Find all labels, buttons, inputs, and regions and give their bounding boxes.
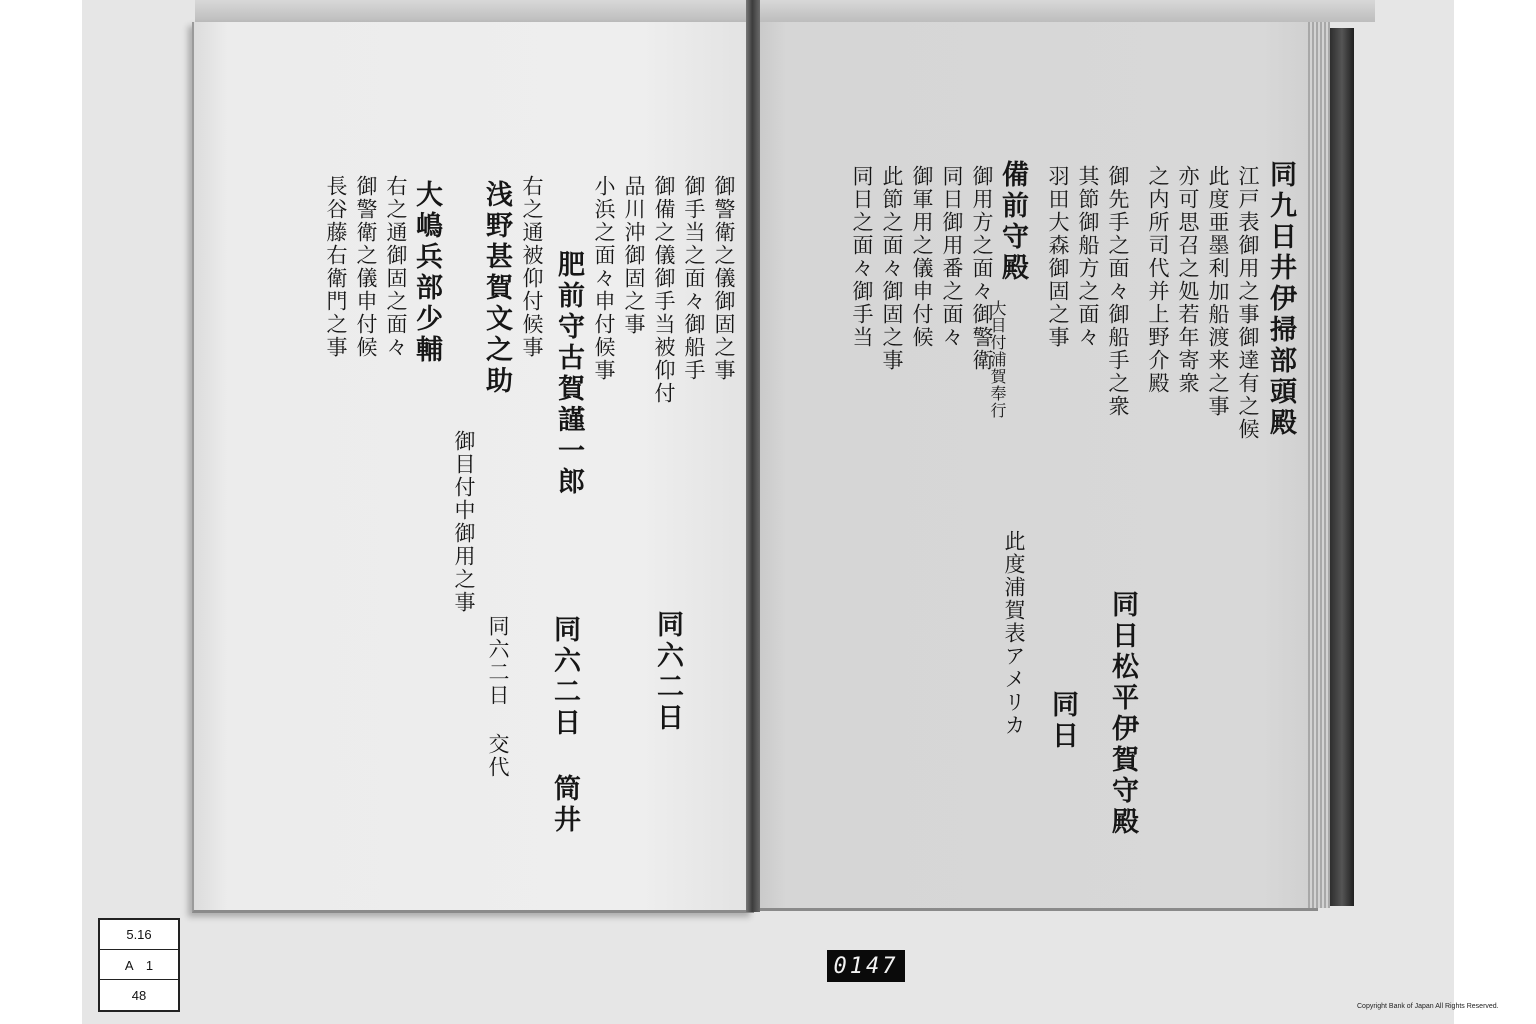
right-page-column: 亦可思召之処若年寄衆 (1176, 165, 1200, 395)
right-page-column: 同九日井伊掃部頭殿 (1265, 160, 1296, 439)
archive-label (98, 918, 180, 1012)
left-page-column: 右之通御固之面々 (384, 175, 408, 359)
right-page-column: 御軍用之儀申付候 (910, 165, 934, 349)
left-page-column: 肥前守古賀謹一郎 (553, 250, 584, 498)
right-page-column: 此度亜墨利加船渡来之事 (1206, 165, 1230, 418)
archive-label-row: 48 (131, 987, 147, 1003)
right-page-column: 同日之面々御手当 (850, 165, 874, 349)
left-page-column: 同六二日 交代 (486, 615, 510, 779)
frame-number: 0147 (827, 950, 905, 982)
left-page-column: 御備之儀御手当被仰付 (652, 175, 676, 405)
left-page-column: 同六二日 筒井 (549, 615, 580, 836)
book-gutter (746, 0, 760, 912)
right-page-column: 大目付浦賀奉行 (988, 300, 1007, 419)
right-page-column: 其節御船方之面々 (1076, 165, 1100, 349)
left-page-column: 御手当之面々御船手 (682, 175, 706, 382)
right-page-column: 同日 (1047, 690, 1078, 752)
left-page-column: 大嶋兵部少輔 (411, 180, 442, 366)
left-page-column: 小浜之面々申付候事 (592, 175, 616, 382)
book-cover-edge (1330, 28, 1354, 906)
left-page-column: 同六二日 (652, 610, 683, 734)
left-page-column: 浅野甚賀文之助 (481, 180, 512, 397)
copyright-notice: Copyright Bank of Japan All Rights Reserved. (1357, 1003, 1499, 1010)
archive-label-row: 5.16 (100, 920, 178, 950)
right-page (758, 22, 1318, 911)
right-page-column: 此節之面々御固之事 (880, 165, 904, 372)
page-stack-edge (1308, 22, 1330, 908)
right-page-column: 御先手之面々御船手之衆 (1106, 165, 1130, 418)
left-page-column: 御目付中御用之事 (452, 430, 476, 614)
right-page-column: 羽田大森御固之事 (1046, 165, 1070, 349)
left-page-column: 品川沖御固之事 (622, 175, 646, 336)
right-page-column: 同日松平伊賀守殿 (1107, 590, 1138, 838)
left-page-column: 右之通被仰付候事 (520, 175, 544, 359)
archive-label-row: A 1 (100, 950, 178, 980)
left-page-column: 御警衛之儀申付候 (354, 175, 378, 359)
left-page-column: 長谷藤右衛門之事 (324, 175, 348, 359)
left-page-column: 御警衛之儀御固之事 (712, 175, 736, 382)
right-page-column: 此度浦賀表アメリカ (1002, 530, 1026, 737)
right-page-column: 之内所司代并上野介殿 (1146, 165, 1170, 395)
right-page-column: 御用方之面々御警衛 (970, 165, 994, 372)
right-page-column: 備前守殿 (997, 160, 1028, 284)
right-page-column: 江戸表御用之事御達有之候 (1236, 165, 1260, 441)
right-page-column: 同日御用番之面々 (940, 165, 964, 349)
book-top-edge (195, 0, 1375, 22)
